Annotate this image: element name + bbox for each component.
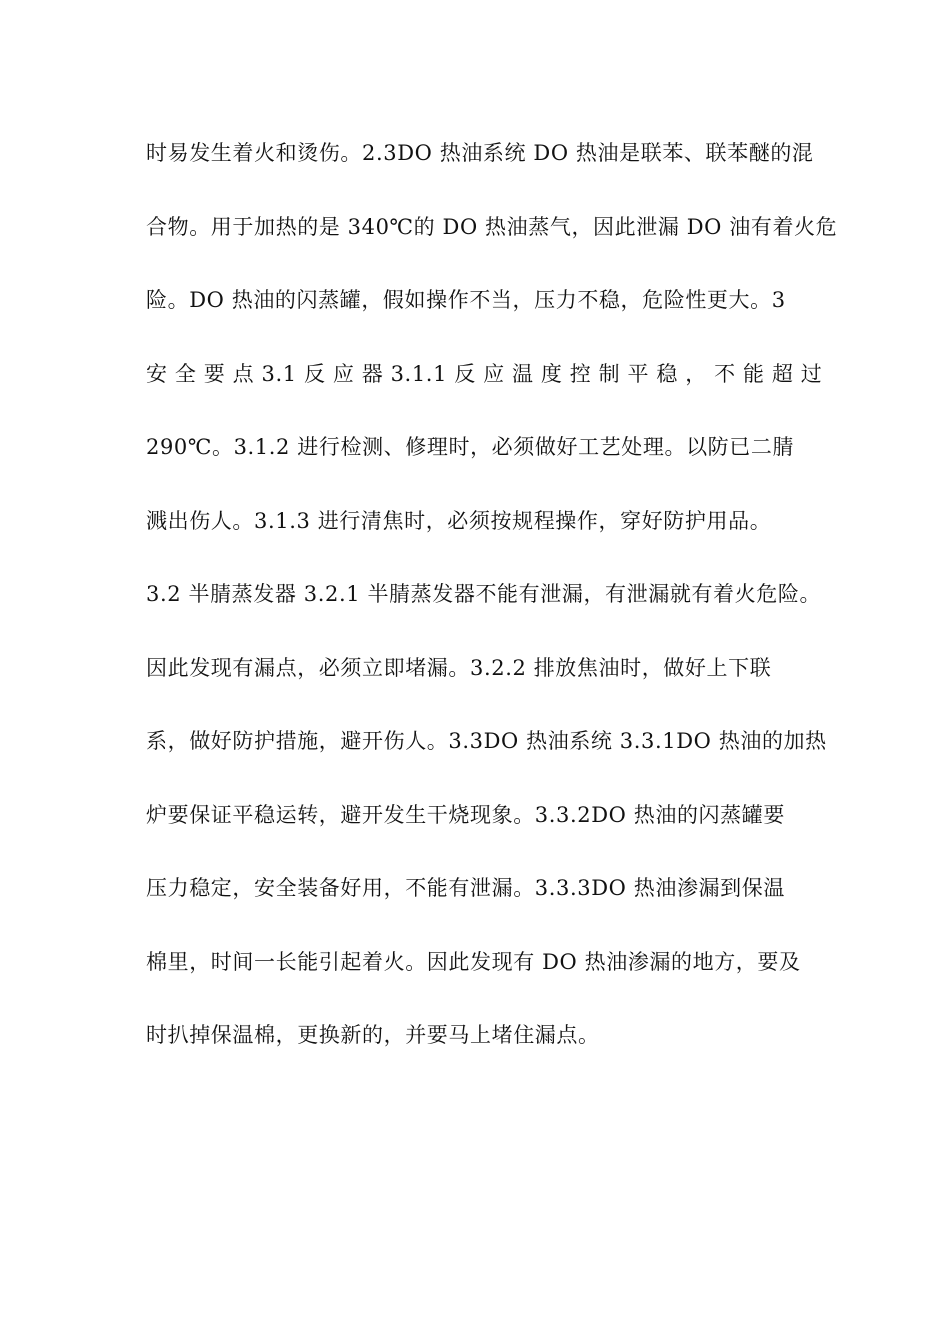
text-line: 压力稳定，安全装备好用，不能有泄漏。3.3.3DO 热油渗漏到保温 [146,876,785,900]
text-line: 因此发现有漏点，必须立即堵漏。3.2.2 排放焦油时，做好上下联 [146,655,772,680]
text-line: 290℃。3.1.2 进行检测、修理时，必须做好工艺处理。以防已二腈 [146,435,795,459]
text-line: 系，做好防护措施，避开伤人。3.3DO 热油系统 3.3.1DO 热油的加热 [146,729,827,753]
text-line: 棉里，时间一长能引起着火。因此发现有 DO 热油渗漏的地方，要及 [146,949,801,974]
text-line: 险。DO 热油的闪蒸罐，假如操作不当，压力不稳，危险性更大。3 [146,288,786,312]
text-line: 合物。用于加热的是 340℃的 DO 热油蒸气，因此泄漏 DO 油有着火危 [146,214,838,239]
text-line: 3.2 半腈蒸发器 3.2.1 半腈蒸发器不能有泄漏，有泄漏就有着火危险。 [146,582,822,606]
text-line: 炉要保证平稳运转，避开发生干烧现象。3.3.2DO 热油的闪蒸罐要 [146,802,785,827]
text-line: 时易发生着火和烫伤。2.3DO 热油系统 DO 热油是联苯、联苯醚的混 [146,141,814,165]
text-line: 时扒掉保温棉，更换新的，并要马上堵住漏点。 [146,1023,600,1047]
text-line: 溅出伤人。3.1.3 进行清焦时，必须按规程操作，穿好防护用品。 [146,508,772,533]
text-line: 安 全 要 点 3.1 反 应 器 3.1.1 反 应 温 度 控 制 平 稳 ， 不 能 超 过 [146,361,823,386]
body-text [146,133,838,1089]
